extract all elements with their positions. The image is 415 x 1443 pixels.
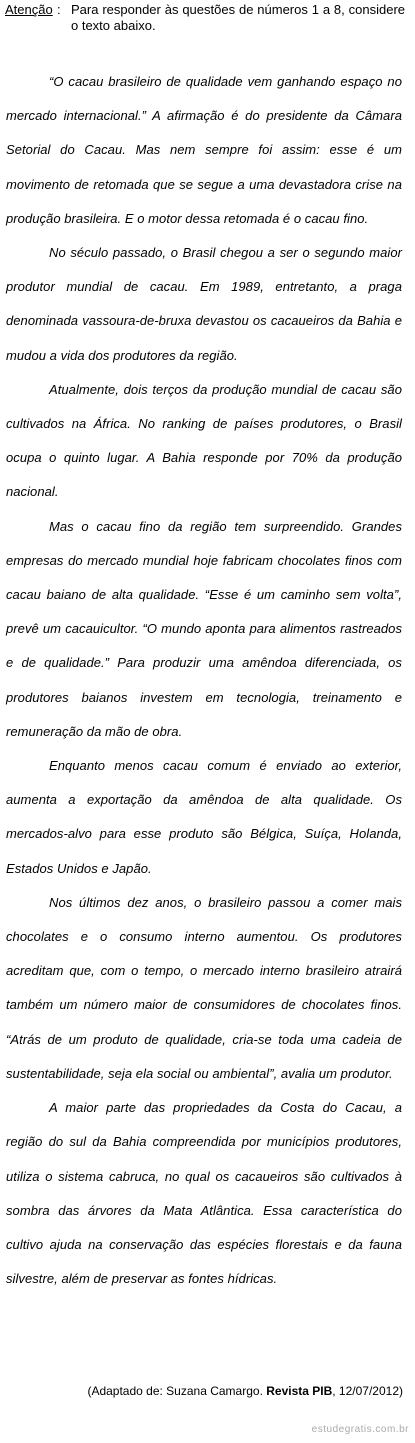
article-paragraph-2: No século passado, o Brasil chegou a ser o segundo maior produtor mundial de cacau. Em 1989, entretanto, a praga denominada vassoura-de-bruxa devastou os cacaueiros da Bahia e mudou a vida dos produtores da região. [6, 245, 402, 363]
article-paragraph-4: Mas o cacau fino da região tem surpreendido. Grandes empresas do mercado mundial hoje fabricam chocolates finos com cacau baiano de alta qualidade. “Esse é um caminho sem volta”, prevê um cacauicultor. “O mundo aponta para alimentos rastreados e de qualidade.” Para produzir uma amêndoa diferenciada, os produtores baianos investem em tecnologia, treinamento e remuneração da mão de obra. [6, 518, 402, 739]
source-publication: Revista PIB [266, 1384, 333, 1398]
article-paragraph-1: “O cacau brasileiro de qualidade vem ganhando espaço no mercado internacional.” A afirmação é do presidente da Câmara Setorial do Cacau. Mas nem sempre foi assim: esse é um movimento de retomada que se segue a uma devastadora crise na produção brasileira. E o motor dessa retomada é o cacau fino. [6, 74, 402, 226]
article-paragraph-6: Nos últimos dez anos, o brasileiro passou a comer mais chocolates e o consumo interno aumentou. Os produtores acreditam que, com o tempo, o mercado interno brasileiro atrairá também um número maior de consumidores de chocolates finos. “Atrás de um produto de qualidade, cria-se toda uma cadeia de sustentabilidade, seja ela social ou ambiental”, avalia um produtor. [6, 894, 402, 1081]
source-suffix: , 12/07/2012) [332, 1384, 403, 1398]
article-paragraph-7: A maior parte das propriedades da Costa do Cacau, a região do sul da Bahia compreendida por municípios produtores, utiliza o sistema cabruca, no qual os cacaueiros são cultivados à sombra das árvores da Mata Atlântica. Essa característica do cultivo ajuda na conservação das espécies florestais e da fauna silvestre, além de preservar as fontes hídricas. [6, 1100, 402, 1287]
article-paragraph-3: Atualmente, dois terços da produção mundial de cacau são cultivados na África. No ranking de países produtores, o Brasil ocupa o quinto lugar. A Bahia responde por 70% da produção nacional. [6, 381, 402, 500]
attention-label: Atenção [5, 2, 53, 17]
source-prefix: (Adaptado de: Suzana Camargo. [87, 1384, 267, 1398]
attention-instruction: Para responder às questões de números 1 a 8, considere o texto abaixo. [71, 2, 405, 33]
article-body [6, 65, 402, 1296]
site-watermark: estudegratis.com.br [311, 1424, 409, 1435]
article-paragraph-5: Enquanto menos cacau comum é enviado ao exterior, aumenta a exportação da amêndoa de alta qualidade. Os mercados-alvo para esse produto são Bélgica, Suíça, Holanda, Estados Unidos e Japão. [6, 758, 402, 876]
source-citation [87, 1383, 403, 1399]
attention-colon: : [57, 2, 61, 17]
